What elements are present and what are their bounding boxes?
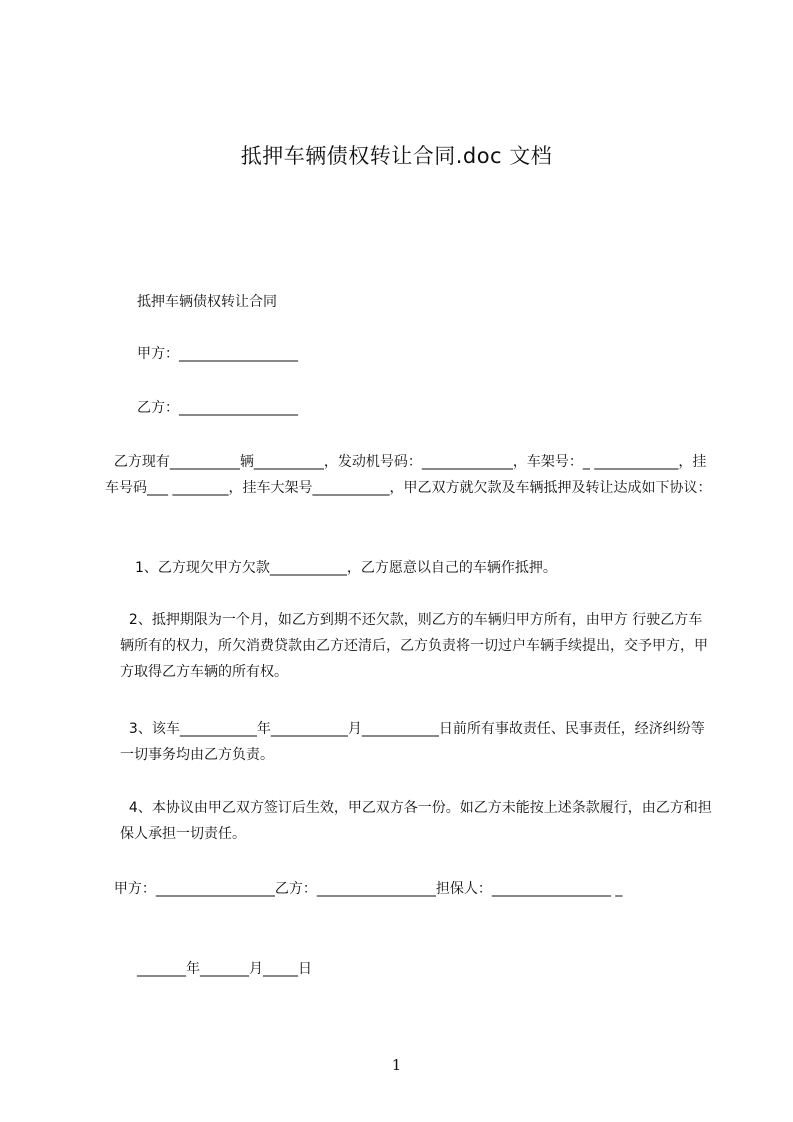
contract-subtitle: 抵押车辆债权转让合同 (137, 294, 277, 310)
page-number: 1 (391, 1056, 402, 1074)
party-a-line: 甲方：_________________ (137, 346, 298, 362)
party-b-line: 乙方：_________________ (137, 400, 298, 416)
clause-1: 1、乙方现欠甲方欠款___________，乙方愿意以自己的车辆作抵押。 (135, 560, 557, 576)
vehicle-paragraph: 乙方现有__________辆__________，发动机号码：_____________，车架号：_ ____________，挂车号码___ ________，挂车大架号___________，甲乙双方就欠款及车辆抵押及转让达成如下协议： (105, 454, 712, 496)
clause-4: 4、本协议由甲乙双方签订后生效，甲乙双方各一份。如乙方未能按上述条款履行，由乙方和担保人承担一切责任。 (120, 800, 712, 842)
document-title: 抵押车辆债权转让合同.doc 文档 (240, 144, 553, 168)
date-line: _______年_______月_____日 (137, 961, 312, 977)
clause-3: 3、该车___________年___________月___________日前所有事故责任、民事责任，经济纠纷等一切事务均由乙方负责。 (120, 721, 705, 763)
clause-2: 2、抵押期限为一个月，如乙方到期不还欠款，则乙方的车辆归甲方所有，由甲方 行驶乙方车辆所有的权力，所欠消费贷款由乙方还清后，乙方负责将一切过户车辆手续提出，交予甲方，甲方取得乙方车辆的所有权。 (120, 612, 708, 680)
signature-line: 甲方：_________________乙方：_________________担保人：_________________ _ (105, 881, 623, 897)
